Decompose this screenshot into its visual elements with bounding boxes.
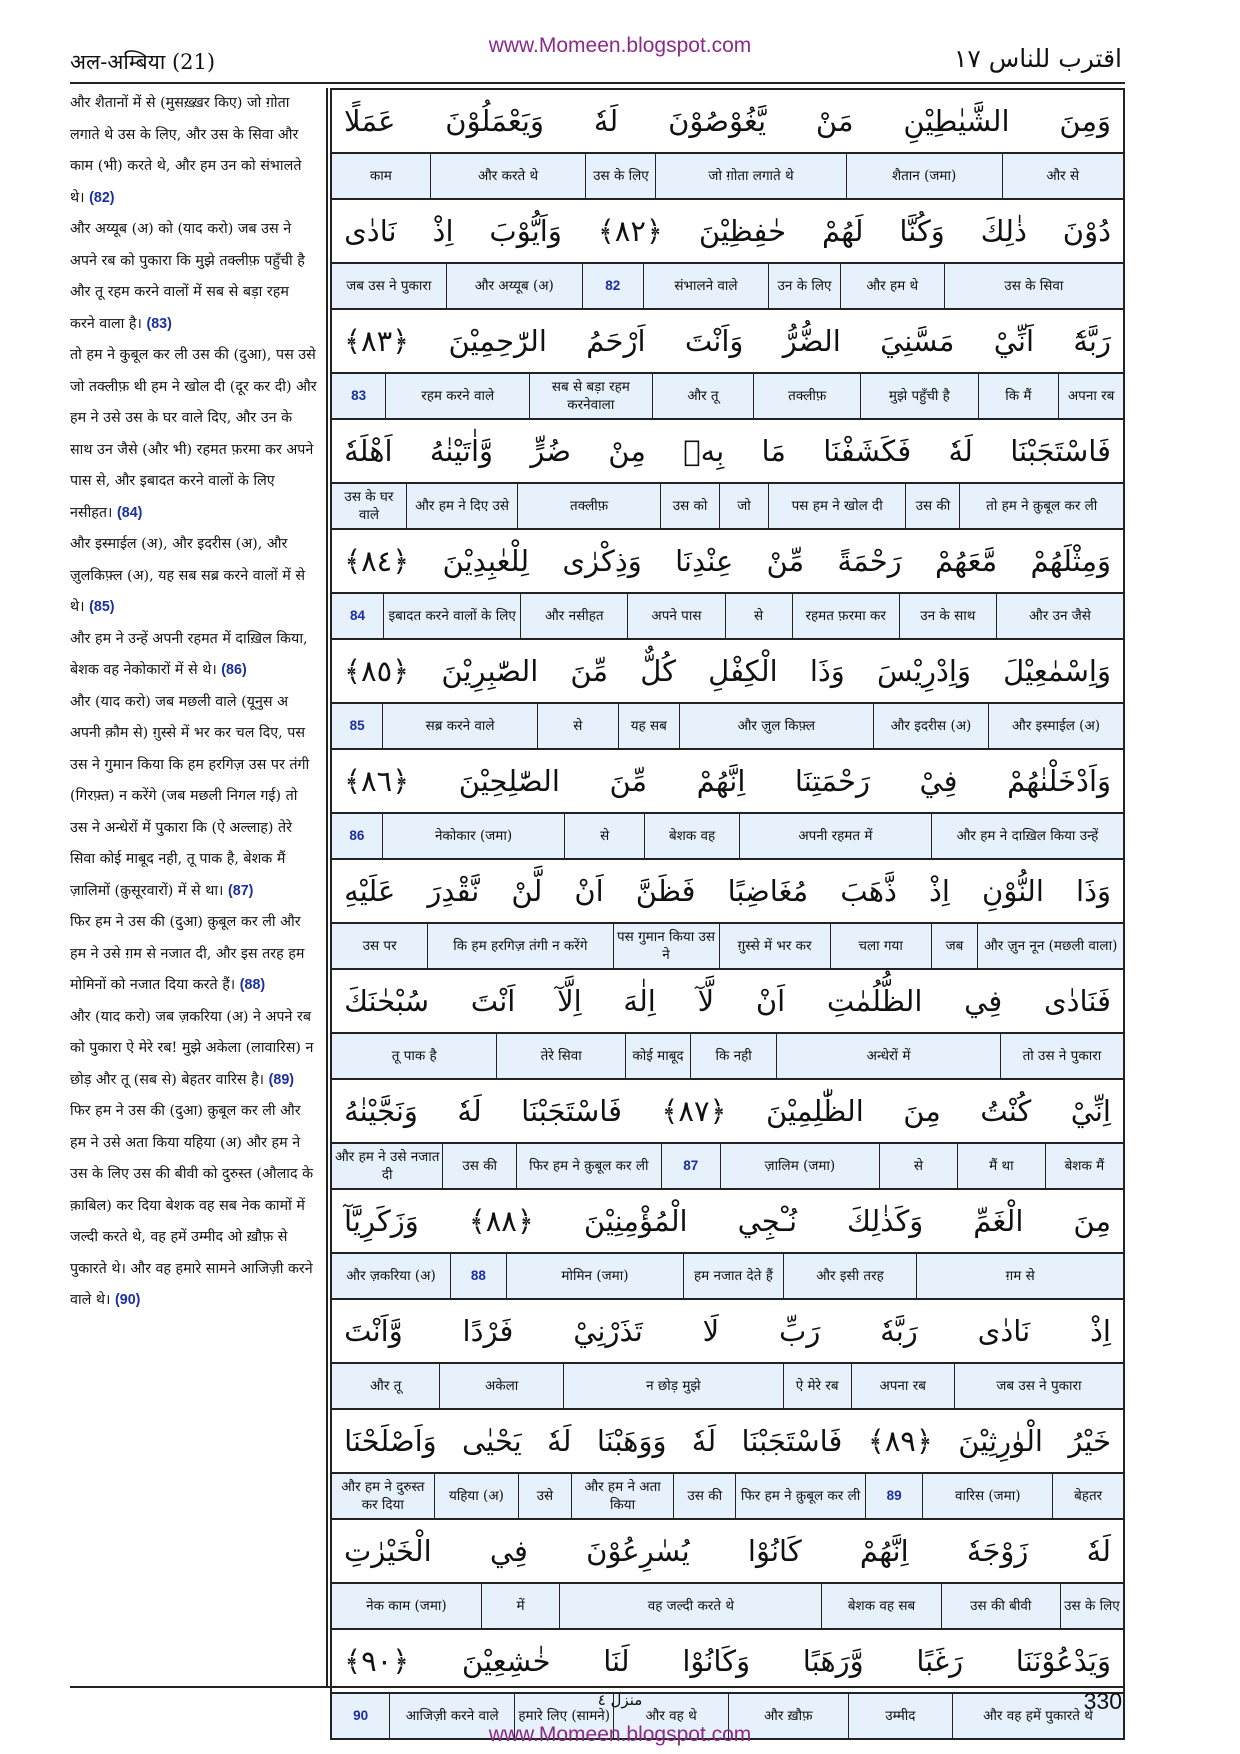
- arabic-word: لَهٗ: [547, 1424, 572, 1458]
- arabic-word: ﴿٩٠﴾: [344, 1644, 410, 1678]
- word-meaning-cell: से: [725, 594, 792, 638]
- translation-paragraph: [70, 340, 318, 529]
- arabic-word: وَّرَهَبًا: [802, 1644, 864, 1678]
- word-meaning-cell: पस गुमान किया उस ने: [613, 924, 719, 968]
- verse-number: (87): [228, 882, 254, 899]
- verse-number-cell: 88: [450, 1254, 506, 1298]
- word-meaning-cell: कि मैं: [978, 374, 1059, 418]
- arabic-word: لَّآ: [697, 984, 715, 1018]
- verse-number: (85): [89, 599, 115, 615]
- arabic-word: مِنَ: [1073, 1204, 1111, 1238]
- arabic-line: [330, 420, 1125, 482]
- word-meaning-cell: उस के लिए: [1060, 1584, 1123, 1628]
- arabic-word: يَحْيٰى: [462, 1424, 522, 1458]
- word-meaning-cell: चला गया: [830, 924, 931, 968]
- arabic-word: لَهٗ: [1086, 1534, 1111, 1568]
- word-meaning-cell: न छोड़ मुझे: [563, 1364, 783, 1408]
- word-meaning-cell: उस को: [660, 484, 719, 528]
- word-meaning-cell: और हम ने दिए उसे: [406, 484, 517, 528]
- word-meaning-cell: नेक काम (जमा): [366, 1598, 447, 1614]
- word-translation-row: [330, 1252, 1125, 1300]
- word-meaning-cell: आजिज़ी करने वाले: [389, 1694, 514, 1738]
- arabic-word: بِهٖ: [683, 434, 725, 468]
- manzil-label: منزل ٤: [597, 1691, 643, 1709]
- verse-number: (90): [115, 1292, 141, 1308]
- arabic-word: لَهٗ: [457, 1094, 482, 1128]
- word-meaning-cell: इबादत करने वालों के लिए: [383, 594, 520, 638]
- arabic-word: وَاَصْلَحْنَا: [344, 1424, 437, 1458]
- word-translation-row: [330, 1582, 1125, 1630]
- translation-paragraph: [70, 529, 318, 624]
- arabic-word: اَنِّيْ: [993, 324, 1035, 358]
- translation-text: फिर हम ने उस की (दुआ) क़ुबूल कर ली और हम ने उसे अता किया यहिया (अ) और हम ने उस के लिए उस की बीवी को दुरुस्त (औलाद के क़ाबिल) कर दिया बेशक वह सब नेक कामों में जल्दी करते थे, वह हमें उम्मीद ओ ख़ौफ़ से पुकारते थे। और वह हमारे सामने आजिज़ी करने वाले थे।: [70, 1103, 314, 1308]
- word-meaning-cell: और तू: [652, 374, 754, 418]
- translation-paragraph: [70, 1096, 318, 1317]
- arabic-word: ذَّهَبَ: [840, 874, 897, 908]
- translation-text: और (याद करो) जब मछली वाले (यूनुस अ अपनी क़ौम से) ग़ुस्से में भर कर चल दिए, पस उस ने गुमान किया कि हम हरगिज़ उस पर तंगी (गिरफ़्त) न करेंगे (जब मछली निगल गई) तो उस ने अन्धेरों में पुकारा कि (ऐ अल्लाह) तेरे सिवा कोई माबूद नही, तू पाक है, बेशक मैं ज़ालिमों (क़ुसूरवारों) में से था।: [70, 693, 310, 899]
- word-meaning-cell: से: [537, 704, 618, 748]
- word-meaning-cell: रहमत फ़रमा कर: [792, 594, 899, 638]
- arabic-word: وَذِكْرٰى: [562, 544, 642, 578]
- word-meaning-cell: जब उस ने पुकारा: [954, 1364, 1123, 1408]
- arabic-word: وَكَانُوْا: [682, 1644, 751, 1678]
- word-meaning-cell: अपना रब: [851, 1364, 954, 1408]
- word-meaning-cell: उम्मीद: [848, 1694, 952, 1738]
- word-meaning-cell: और हम ने उसे नजात दी: [335, 1149, 440, 1183]
- word-meaning-cell: में: [481, 1584, 559, 1628]
- word-meaning-cell: और अय्यूब (अ): [446, 264, 582, 308]
- arabic-word: نَادٰى: [344, 214, 397, 248]
- word-meaning-cell: उन के लिए: [768, 264, 840, 308]
- translation-text: और अय्यूब (अ) को (याद करो) जब उस ने अपने रब को पुकारा कि मुझे तक्लीफ़ पहुँची है और तू रहम करने वालों में सब से बड़ा रहम करने वाला है।: [70, 221, 305, 332]
- arabic-word: وَّاٰتَيْنٰهُ: [429, 434, 494, 468]
- arabic-word: اَرْحَمُ: [586, 324, 646, 358]
- word-meaning-cell: अपना रब: [1058, 374, 1123, 418]
- arabic-line: [330, 640, 1125, 702]
- word-meaning-cell: ज़ालिम (जमा): [720, 1144, 879, 1188]
- word-meaning-cell: पस हम ने खोल दी: [768, 484, 906, 528]
- word-meaning-cell: जब: [931, 924, 978, 968]
- translation-text: और (याद करो) जब ज़करिया (अ) ने अपने रब को पुकारा ऐ मेरे रब! मुझे अकेला (लावारिस) न छोड़ और तू (सब से) बेहतर वारिस है।: [70, 1008, 314, 1088]
- arabic-word: اَنْ: [755, 984, 786, 1018]
- word-meaning-cell: उस की: [673, 1474, 735, 1518]
- word-meaning-cell: और ख़ौफ़: [728, 1694, 848, 1738]
- arabic-word: فَنَادٰى: [1043, 984, 1111, 1018]
- arabic-word: الْمُؤْمِنِيْنَ: [583, 1204, 688, 1238]
- arabic-word: وَمِنَ: [1059, 104, 1111, 138]
- word-meaning-cell: रहम करने वाले: [385, 374, 529, 418]
- arabic-word: دُوْنَ: [1062, 214, 1111, 248]
- footer-url[interactable]: www.Momeen.blogspot.com: [488, 1723, 752, 1746]
- arabic-word: رَبَّهٗ: [880, 1314, 918, 1348]
- word-meaning-cell: उस पर: [362, 938, 397, 954]
- word-meaning-cell: ग़ुस्से में भर कर: [719, 924, 830, 968]
- word-meaning-cell: अकेला: [439, 1364, 563, 1408]
- arabic-word: اِنَّهُمْ: [696, 764, 746, 798]
- word-meaning-cell: उस की: [442, 1144, 515, 1188]
- arabic-word: وَذَا: [1076, 874, 1111, 908]
- arabic-line: [330, 200, 1125, 262]
- word-meaning-cell: और हम ने दुरुस्त कर दिया: [341, 1479, 425, 1513]
- arabic-word: ﴿٨٢﴾: [597, 214, 663, 248]
- header-url[interactable]: www.Momeen.blogspot.com: [488, 34, 752, 57]
- word-translation-row: [330, 592, 1125, 640]
- arabic-word: كُلٌّ: [640, 654, 676, 688]
- word-meaning-cell: और हम थे: [840, 264, 944, 308]
- word-meaning-cell: और हम ने दाख़िल किया उन्हें: [931, 814, 1123, 858]
- arabic-word: لِلْعٰبِدِيْنَ: [442, 544, 530, 578]
- arabic-word: اِذْ: [1090, 1314, 1111, 1348]
- arabic-word: خَيْرُ: [1068, 1424, 1111, 1458]
- word-meaning-cell: उसे: [518, 1474, 571, 1518]
- arabic-word: مِّنْ: [766, 544, 805, 578]
- para-title: اقترب للناس ١٧: [953, 44, 1122, 73]
- arabic-word: رَحْمَتِنَا: [794, 764, 870, 798]
- word-translation-row: [330, 1032, 1125, 1080]
- word-by-word-panel: [330, 88, 1125, 1740]
- arabic-word: وَاِدْرِيْسَ: [876, 654, 971, 688]
- word-meaning-cell: सब से बड़ा रहम करनेवाला: [529, 374, 652, 418]
- word-meaning-cell: ग़म से: [916, 1254, 1123, 1298]
- word-translation-row: [330, 702, 1125, 750]
- word-meaning-cell: शैतान (जमा): [846, 154, 1002, 198]
- verse-number-cell: 86: [349, 828, 365, 843]
- translation-text: और शैतानों में से (मुसख़्ख़र किए) जो ग़ोता लगाते थे उस के लिए, और उस के सिवा और काम (भी) करते थे, और हम उन को संभालते थे।: [70, 95, 302, 206]
- surah-title: अल-अम्बिया (21): [70, 50, 216, 74]
- arabic-word: لَا: [702, 1314, 720, 1348]
- word-meaning-cell: फिर हम ने क़ुबूल कर ली: [735, 1474, 865, 1518]
- arabic-word: فَكَشَفْنَا: [823, 434, 912, 468]
- arabic-word: الصّٰلِحِيْنَ: [458, 764, 560, 798]
- arabic-word: مَّعَهُمْ: [934, 544, 998, 578]
- arabic-word: وَاَنْتَ: [684, 324, 744, 358]
- word-meaning-cell: तेरे सिवा: [496, 1034, 624, 1078]
- word-meaning-cell: संभालने वाले: [643, 264, 768, 308]
- word-meaning-cell: नेकोकार (जमा): [382, 814, 564, 858]
- verse-number-cell: 87: [661, 1144, 720, 1188]
- arabic-word: ﴿٨٧﴾: [661, 1094, 727, 1128]
- arabic-word: الصّٰبِرِيْنَ: [441, 654, 539, 688]
- word-meaning-cell: मैं था: [957, 1144, 1045, 1188]
- verse-number: (88): [239, 977, 266, 993]
- arabic-word: وَاِسْمٰعِيْلَ: [1003, 654, 1111, 688]
- word-meaning-cell: हमारे लिए (सामने): [514, 1694, 613, 1738]
- word-meaning-cell: तक्लीफ़: [753, 374, 860, 418]
- arabic-word: مِنَ: [903, 1094, 941, 1128]
- word-meaning-cell: यह सब: [618, 704, 679, 748]
- word-translation-row: [330, 372, 1125, 420]
- word-meaning-cell: कोई माबूद: [625, 1034, 690, 1078]
- arabic-line: [330, 860, 1125, 922]
- arabic-word: رَغَبًا: [916, 1644, 964, 1678]
- word-translation-row: [330, 1362, 1125, 1410]
- arabic-word: لَنَا: [603, 1644, 630, 1678]
- arabic-word: نَادٰى: [977, 1314, 1031, 1348]
- arabic-line: [330, 530, 1125, 592]
- arabic-word: ﴿٨٩﴾: [867, 1424, 933, 1458]
- word-meaning-cell: यहिया (अ): [434, 1474, 518, 1518]
- word-translation-row: [330, 1142, 1125, 1190]
- arabic-word: لَهُمْ: [821, 214, 864, 248]
- word-meaning-cell: और उन जैसे: [996, 594, 1123, 638]
- arabic-word: اِذْ: [928, 874, 950, 908]
- arabic-word: وَكُنَّا: [899, 214, 945, 248]
- arabic-word: رَبِّ: [779, 1314, 821, 1348]
- arabic-word: ﴿٨٥﴾: [344, 654, 410, 688]
- arabic-word: مَنْ: [815, 104, 854, 138]
- arabic-line: [330, 1520, 1125, 1582]
- translation-paragraph: [70, 1002, 318, 1097]
- arabic-word: لَهٗ: [593, 104, 619, 138]
- arabic-word: تَذَرْنِيْ: [573, 1314, 643, 1348]
- arabic-word: فَاسْتَجَبْنَا: [521, 1094, 622, 1128]
- word-meaning-cell: जब उस ने पुकारा: [346, 278, 432, 294]
- word-translation-row: [330, 152, 1125, 200]
- arabic-word: فَرْدًا: [462, 1314, 514, 1348]
- arabic-word: مُغَاضِبًا: [727, 874, 809, 908]
- word-translation-row: [330, 262, 1125, 310]
- word-meaning-cell: और हम ने अता किया: [571, 1474, 674, 1518]
- word-meaning-cell: और इदरीस (अ): [873, 704, 988, 748]
- word-meaning-cell: जो: [719, 484, 768, 528]
- word-meaning-cell: अपनी रहमत में: [739, 814, 931, 858]
- arabic-word: فَظَنَّ: [635, 874, 696, 908]
- arabic-word: حٰفِظِيْنَ: [698, 214, 787, 248]
- arabic-word: ذٰلِكَ: [980, 214, 1027, 248]
- arabic-word: وَنَجَّيْنٰهُ: [344, 1094, 418, 1128]
- word-meaning-cell: अपने पास: [627, 594, 724, 638]
- arabic-word: وَيَدْعُوْنَنَا: [1015, 1644, 1111, 1678]
- word-meaning-cell: बेहतर: [1052, 1474, 1123, 1518]
- word-meaning-cell: कि हम हरगिज़ तंगी न करेंगे: [427, 924, 612, 968]
- translation-text: तो हम ने कुबूल कर ली उस की (दुआ), पस उसे जो तक्लीफ़ थी हम ने खोल दी (दूर कर दी) और हम ने उसे उस के घर वाले दिए, और उन के साथ उन जैसे (और भी) रहमत फ़रमा कर अपने पास से, और इबादत करने वालों के लिए नसीहत।: [70, 347, 317, 521]
- arabic-line: [330, 310, 1125, 372]
- arabic-word: ﴿٨٤﴾: [344, 544, 410, 578]
- arabic-word: مِّنَ: [609, 764, 648, 798]
- arabic-word: وَذَا: [809, 654, 845, 688]
- word-meaning-cell: काम: [369, 168, 392, 184]
- arabic-word: نَّقْدِرَ: [427, 874, 480, 908]
- arabic-word: الرّٰحِمِيْنَ: [448, 324, 547, 358]
- word-meaning-cell: उस की: [905, 484, 959, 528]
- arabic-word: اِلٰهَ: [623, 984, 656, 1018]
- arabic-word: كَانُوْا: [747, 1534, 802, 1568]
- arabic-word: ﴿٨٨﴾: [468, 1204, 534, 1238]
- arabic-line: [330, 1630, 1125, 1692]
- verse-number: (82): [89, 189, 115, 206]
- verse-number-cell: 85: [349, 718, 365, 733]
- verse-number: (84): [117, 504, 143, 521]
- arabic-word: الظُّلُمٰتِ: [826, 984, 923, 1018]
- word-meaning-cell: बेशक वह सब: [821, 1584, 940, 1628]
- arabic-word: مِّنَ: [570, 654, 609, 688]
- word-meaning-cell: फिर हम ने क़ुबूल कर ली: [516, 1144, 661, 1188]
- arabic-word: مَا: [761, 434, 786, 468]
- word-meaning-cell: और ज़करिया (अ): [346, 1268, 436, 1284]
- word-translation-row: [330, 812, 1125, 860]
- word-meaning-cell: वारिस (जमा): [922, 1474, 1052, 1518]
- arabic-word: عَلَيْهِ: [344, 874, 396, 908]
- word-meaning-cell: और करते थे: [430, 154, 586, 198]
- arabic-word: فِي: [489, 1534, 528, 1568]
- word-meaning-cell: उस के सिवा: [944, 264, 1123, 308]
- column-divider: [326, 88, 328, 1686]
- arabic-word: مِنْ: [608, 434, 646, 468]
- arabic-word: فَاسْتَجَبْنَا: [1010, 434, 1111, 468]
- arabic-word: وَاَيُّوْبَ: [489, 214, 562, 248]
- arabic-word: زَوْجَهٗ: [966, 1534, 1029, 1568]
- word-translation-row: [330, 482, 1125, 530]
- arabic-line: [330, 970, 1125, 1032]
- translation-paragraph: [70, 214, 318, 340]
- arabic-line: [330, 88, 1125, 152]
- arabic-line: [330, 1410, 1125, 1472]
- verse-number-cell: 84: [350, 608, 366, 623]
- word-meaning-cell: बेशक वह: [644, 814, 739, 858]
- arabic-word: الضُّرُّ: [782, 324, 841, 358]
- verse-number-cell: 90: [353, 1708, 369, 1723]
- translation-text: और हम ने उन्हें अपनी रहमत में दाख़िल किया, बेशक वह नेकोकारों में से थे।: [70, 630, 308, 678]
- arabic-word: خٰشِعِيْنَ: [461, 1644, 551, 1678]
- word-meaning-cell: तो हम ने क़ुबूल कर ली: [959, 484, 1123, 528]
- word-meaning-cell: मुझे पहुँची है: [860, 374, 977, 418]
- word-meaning-cell: तू पाक है: [391, 1048, 437, 1064]
- header-rule: [70, 82, 1125, 84]
- word-meaning-cell: जो ग़ोता लगाते थे: [655, 154, 845, 198]
- word-meaning-cell: और इसी तरह: [783, 1254, 917, 1298]
- arabic-word: الْغَمِّ: [973, 1204, 1024, 1238]
- word-meaning-cell: तक्लीफ़: [517, 484, 660, 528]
- word-meaning-cell: और नसीहत: [520, 594, 627, 638]
- word-meaning-cell: कि नही: [690, 1034, 776, 1078]
- arabic-word: اَنْتَ: [470, 984, 516, 1018]
- arabic-word: مَسَّنِيَ: [880, 324, 955, 358]
- arabic-word: عَمَلًا: [344, 104, 396, 138]
- translation-paragraph: [70, 88, 318, 214]
- arabic-word: الشَّيٰطِيْنِ: [903, 104, 1010, 138]
- word-translation-row: [330, 922, 1125, 970]
- arabic-word: الْكِفْلِ: [708, 654, 778, 688]
- arabic-word: النُّوْنِ: [982, 874, 1044, 908]
- arabic-word: يَّغُوْصُوْنَ: [668, 104, 767, 138]
- arabic-word: الْخَيْرٰتِ: [344, 1534, 432, 1568]
- arabic-word: وَكَذٰلِكَ: [846, 1204, 924, 1238]
- verse-number-cell: 82: [582, 264, 643, 308]
- arabic-line: [330, 1080, 1125, 1142]
- word-meaning-cell: और तू: [370, 1378, 402, 1394]
- word-meaning-cell: और ज़ुन नून (मछली वाला): [977, 924, 1123, 968]
- word-meaning-cell: बेशक मैं: [1045, 1144, 1123, 1188]
- word-meaning-cell: और वह थे: [613, 1694, 728, 1738]
- arabic-word: فِي: [964, 984, 1003, 1018]
- word-meaning-cell: और वह हमें पुकारते थे: [952, 1694, 1123, 1738]
- arabic-word: ﴿٨٦﴾: [344, 764, 410, 798]
- word-translation-row: [330, 1472, 1125, 1520]
- arabic-word: فَاسْتَجَبْنَا: [741, 1424, 843, 1458]
- word-meaning-cell: और से: [1002, 154, 1124, 198]
- word-meaning-cell: मोमिन (जमा): [506, 1254, 683, 1298]
- translation-text: फिर हम ने उस की (दुआ) क़ुबूल कर ली और हम ने उसे ग़म से नजात दी, और इस तरह हम मोमिनों को नजात दिया करते हैं।: [70, 914, 305, 993]
- arabic-word: نُـْجِي: [737, 1204, 798, 1238]
- arabic-word: اِنَّهُمْ: [859, 1534, 909, 1568]
- word-meaning-cell: से: [879, 1144, 957, 1188]
- arabic-word: اِذْ: [432, 214, 454, 248]
- verse-number: (83): [146, 315, 172, 332]
- arabic-word: اِلَّآ: [557, 984, 582, 1018]
- word-meaning-cell: तो उस ने पुकारा: [1000, 1034, 1123, 1078]
- arabic-word: رَبَّهٗٓ: [1073, 324, 1111, 358]
- word-meaning-cell: हम नजात देते हैं: [683, 1254, 783, 1298]
- word-meaning-cell: से: [564, 814, 644, 858]
- arabic-word: يُسٰرِعُوْنَ: [586, 1534, 690, 1568]
- arabic-word: ضُرٍّ: [530, 434, 571, 468]
- arabic-line: [330, 1300, 1125, 1362]
- arabic-word: سُبْحٰنَكَ: [344, 984, 430, 1018]
- arabic-word: لَهٗ: [948, 434, 973, 468]
- arabic-word: اَنْ: [574, 874, 604, 908]
- arabic-word: رَحْمَةً: [837, 544, 902, 578]
- arabic-word: وَاَدْخَلْنٰهُمْ: [1007, 764, 1111, 798]
- arabic-word: كُنْتُ: [980, 1094, 1032, 1128]
- verse-number-cell: 89: [865, 1474, 922, 1518]
- translation-text: और इस्माईल (अ), और इदरीस (अ), और ज़ुलकिफ़्ल (अ), यह सब सब्र करने वालों में से थे।: [70, 536, 306, 615]
- arabic-word: لَهٗ: [691, 1424, 717, 1458]
- word-meaning-cell: और इस्माईल (अ): [988, 704, 1123, 748]
- arabic-word: عِنْدِنَا: [675, 544, 734, 578]
- arabic-word: وَوَهَبْنَا: [596, 1424, 667, 1458]
- page-number: 330: [1083, 1688, 1122, 1714]
- arabic-word: اِنِّيْ: [1070, 1094, 1111, 1128]
- arabic-word: ﴿٨٣﴾: [344, 324, 410, 358]
- translation-column: [70, 88, 318, 1317]
- word-meaning-cell: उस के घर वाले: [344, 489, 394, 523]
- word-meaning-cell: सब्र करने वाले: [382, 704, 537, 748]
- word-meaning-cell: और ज़ुल किफ़्ल: [679, 704, 873, 748]
- arabic-word: فِيْ: [919, 764, 958, 798]
- arabic-word: وَيَعْمَلُوْنَ: [445, 104, 544, 138]
- arabic-word: لَّنْ: [511, 874, 543, 908]
- word-meaning-cell: उस की बीवी: [941, 1584, 1060, 1628]
- arabic-word: وَزَكَرِيَّآ: [344, 1204, 419, 1238]
- word-meaning-cell: ऐ मेरे रब: [783, 1364, 851, 1408]
- arabic-line: [330, 750, 1125, 812]
- arabic-line: [330, 1190, 1125, 1252]
- arabic-word: الظّٰلِمِيْنَ: [765, 1094, 864, 1128]
- arabic-word: وَمِثْلَهُمْ: [1030, 544, 1111, 578]
- arabic-word: اَهْلَهٗ: [344, 434, 393, 468]
- word-meaning-cell: वह जल्दी करते थे: [559, 1584, 821, 1628]
- arabic-word: وَّاَنْتَ: [344, 1314, 403, 1348]
- translation-paragraph: [70, 624, 318, 687]
- verse-number: (89): [268, 1071, 295, 1088]
- word-meaning-cell: उन के साथ: [899, 594, 996, 638]
- verse-number-cell: 83: [351, 388, 367, 403]
- arabic-word: الْوٰرِثِيْنَ: [958, 1424, 1043, 1458]
- translation-paragraph: [70, 907, 318, 1002]
- word-meaning-cell: अन्धेरों में: [776, 1034, 1000, 1078]
- translation-paragraph: [70, 687, 318, 908]
- verse-number: (86): [221, 662, 247, 678]
- footer-rule: [70, 1686, 1125, 1688]
- word-meaning-cell: उस के लिए: [585, 154, 655, 198]
